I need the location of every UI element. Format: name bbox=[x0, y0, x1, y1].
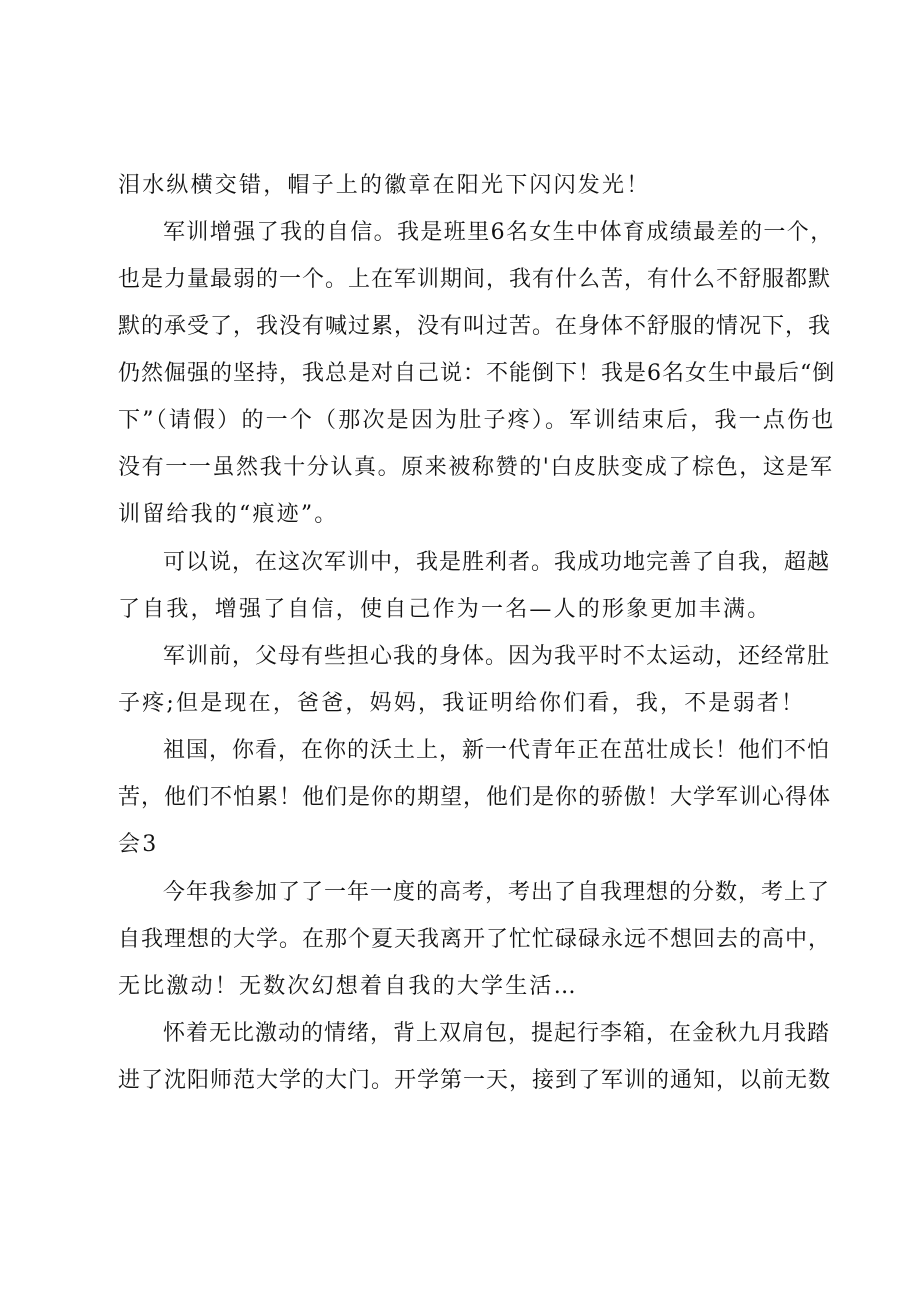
text-line: 进了沈阳师范大学的大门。开学第一天，接到了军训的通知，以前无数 bbox=[118, 1068, 832, 1093]
paragraph-start-line: 军训前，父母有些担心我的身体。因为我平时不太运动，还经常肚 bbox=[163, 644, 831, 669]
text-line: 子疼;但是现在，爸爸，妈妈，我证明给你们看，我，不是弱者！ bbox=[118, 691, 806, 716]
text-line: 训留给我的“痕迹”。 bbox=[118, 502, 339, 527]
paragraph-start-line: 怀着无比激动的情绪，背上双肩包，提起行李箱，在金秋九月我踏 bbox=[163, 1021, 831, 1046]
paragraph-start-line: 今年我参加了了一年一度的高考，考出了自我理想的分数，考上了 bbox=[163, 880, 831, 905]
text-line: 默的承受了，我没有喊过累，没有叫过苦。在身体不舒服的情况下，我 bbox=[118, 314, 832, 339]
paragraph-start-line: 军训增强了我的自信。我是班里6名女生中体育成绩最差的一个， bbox=[163, 220, 834, 245]
text-line: 了自我，增强了自信，使自己作为一名—人的形象更加丰满。 bbox=[118, 597, 772, 622]
text-line: 无比激动！无数次幻想着自我的大学生活… bbox=[118, 974, 578, 999]
paragraph-start-line: 可以说，在这次军训中，我是胜利者。我成功地完善了自我，超越 bbox=[163, 550, 831, 575]
text-line: 自我理想的大学。在那个夏天我离开了忙忙碌碌永远不想回去的高中， bbox=[118, 927, 832, 952]
text-line: 仍然倔强的坚持，我总是对自己说：不能倒下！我是6名女生中最后“倒 bbox=[118, 361, 836, 386]
text-line: 也是力量最弱的一个。上在军训期间，我有什么苦，有什么不舒服都默 bbox=[118, 267, 832, 292]
text-line: 苦，他们不怕累！他们是你的期望，他们是你的骄傲！大学军训心得体 bbox=[118, 785, 832, 810]
text-line: 泪水纵横交错，帽子上的徽章在阳光下闪闪发光！ bbox=[118, 173, 651, 198]
text-line: 下”（请假）的一个（那次是因为肚子疼）。军训结束后，我一点伤也 bbox=[118, 408, 836, 433]
paragraph-start-line: 祖国，你看，在你的沃土上，新一代青年正在茁壮成长！他们不怕 bbox=[163, 738, 831, 763]
section-heading-line: 会3 bbox=[118, 832, 159, 857]
text-line: 没有一一虽然我十分认真。原来被称赞的'白皮肤变成了棕色，这是军 bbox=[118, 455, 834, 480]
